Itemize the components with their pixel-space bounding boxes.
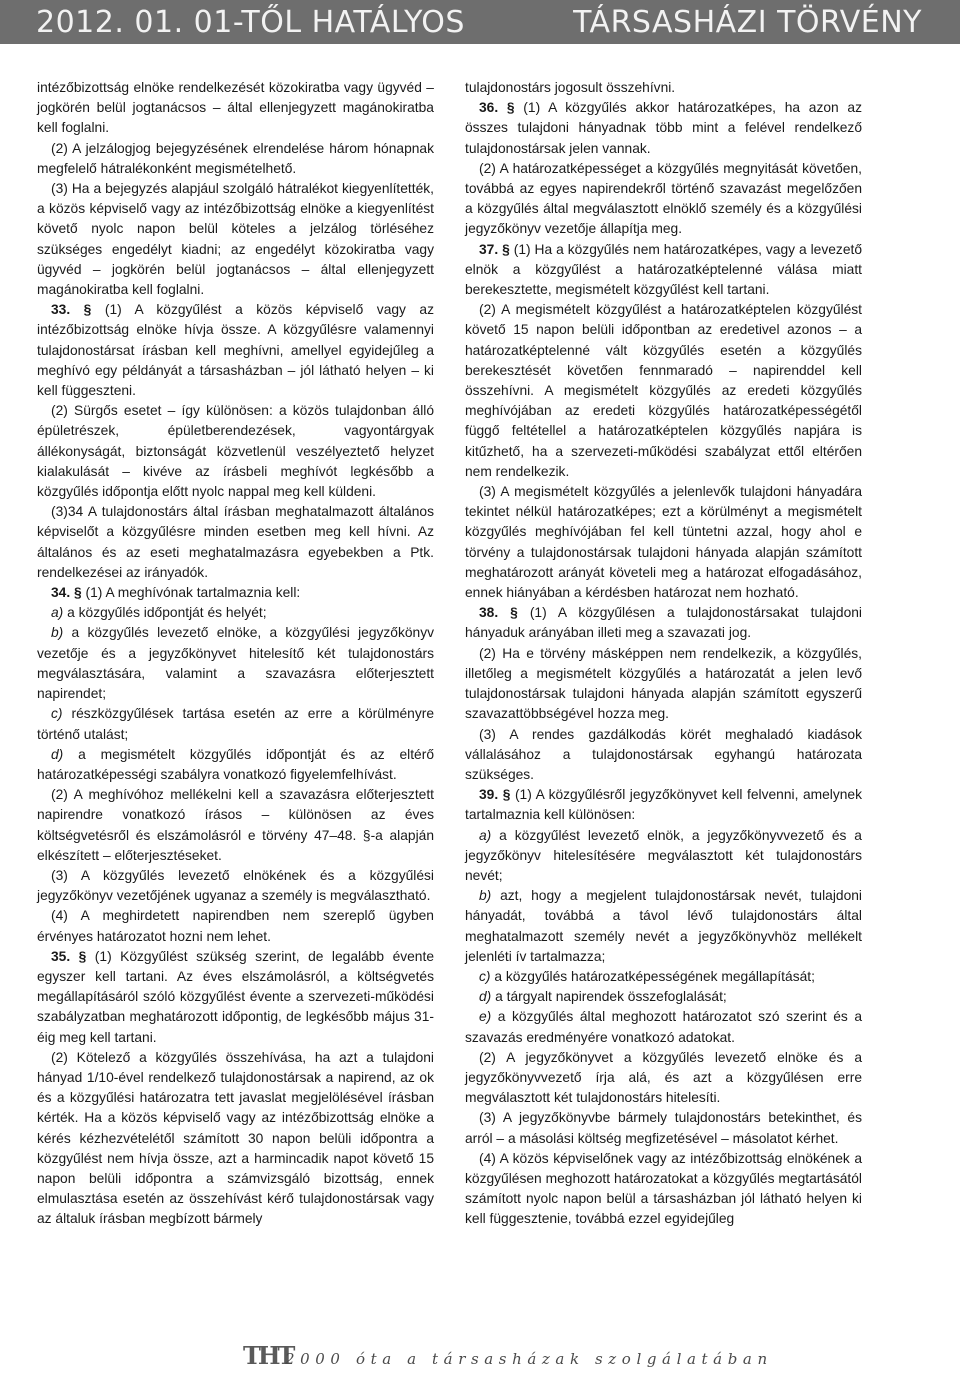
section-paragraph [465, 98, 862, 159]
paragraph [465, 644, 862, 725]
item-label: a) [479, 827, 492, 843]
item-label: c) [479, 968, 491, 984]
section-number: 36. § [479, 100, 515, 116]
paragraph-text: (1) Ha a közgyűlés nem határozatképes, vagy a levezető elnök a közgyűlést a határozatképtelenné válása miatt berekesztette, megismételt közgyűlést kell tartani. [465, 241, 862, 298]
paragraph-text: a közgyűlést levezető elnök, a jegyzőkönyvvezető és a jegyzőkönyv hitelesítésére megválasztott két tulajdonostárs nevét; [465, 827, 862, 883]
paragraph-text: (2) Sürgős esetet – így különösen: a közös tulajdonban álló épületrészek, épületberendezések, vagyontárgyak állékonyságát, biztonságát közvetlenül veszélyeztető helyzet kialakulását – kivéve az írásbeli meghívót legkésőbb a közgyűlés időpontja előtt nyolc nappal meg kell küldeni. [37, 403, 434, 500]
paragraph [465, 78, 862, 98]
paragraph-text: (2) Ha e törvény másképpen nem rendelkezik, a közgyűlés, illetőleg a megismételt közgyűlés a határozatát a jelen levő tulajdonostársak tulajdoni hányada alapján számított egyszerű szavazattöbbségével hozza meg. [465, 645, 862, 722]
footer-tagline: 2000 óta a társasházak szolgálatában [285, 1350, 773, 1368]
paragraph-text: (3) Ha a bejegyzés alapjául szolgáló hátralékot kiegyenlítették, a közös képviselő vagy az intézőbizottság elnöke a kiegyenlítést követő nyolc napon belül köteles a jelzálog törléséhez szükséges engedélyt kiadni; az engedélyt közokiratba vagy ügyvéd – jogkörén belül jogtanácsos – által ellenjegyzett magánokiratba kell foglalni. [37, 181, 434, 298]
section-paragraph [465, 603, 862, 643]
paragraph-text: (1) A közgyűlést a közös képviselő vagy az intézőbizottság elnöke hívja össze. A közgyűlésre valamennyi tulajdonostársat írásban kell meghívni, amellyel egyidejűleg a meghívó egy példányát a társasházban – jól látható helyen – ki kell függeszteni. [37, 302, 435, 399]
paragraph-text: (1) A közgyűlésen a tulajdonostársakat tulajdoni hányaduk arányában illeti meg a szavazati jog. [465, 605, 862, 641]
paragraph-text: (1) A meghívónak tartalmaznia kell: [81, 585, 301, 601]
law-title: TÁRSASHÁZI TÖRVÉNY [573, 5, 922, 40]
section-paragraph [465, 240, 862, 301]
paragraph-text: (3) A megismételt közgyűlés a jelenlevők tulajdoni hányadára tekintet nélkül határozatképes; ezt a körülményt a megismételt közgyűlés meghívójában fel kell tüntetni azzal, hogy ahol e törvény a tulajdonostársak tulajdoni hányada alapján számított meghatározott arányát követeli meg a határozat elfogadásához, ennek hiányában a kérdésben határozat nem hozható. [465, 484, 862, 601]
paragraph-text: a közgyűlés határozatképességének megállapítását; [490, 968, 815, 984]
item-label: d) [51, 746, 64, 762]
paragraph [37, 866, 434, 906]
section-number: 38. § [479, 605, 518, 621]
section-number: 39. § [479, 787, 511, 803]
paragraph-text: a megismételt közgyűlés időpontját és az eltérő határozatképességi szabályra vonatkozó figyelemfelhívást. [37, 746, 434, 782]
paragraph [37, 401, 434, 502]
list-item [37, 623, 434, 704]
paragraph-text: azt, hogy a megjelent tulajdonostársak nevét, tulajdoni hányadát, továbbá a távol lévő tulajdonostárs által meghatalmazott személy nevét a jegyzőkönyvhöz mellékelt jelenléti ív tartalmazza; [465, 888, 862, 964]
section-number: 34. § [51, 585, 82, 601]
paragraph-text: (2) A határozatképességet a közgyűlés megnyitását követően, továbbá az egyes napirendekről történő szavazást megelőzően a közgyűlés által megválasztott elnöklő személy és a közgyűlési jegyzőkönyv vezetője állapítja meg. [465, 160, 862, 237]
paragraph-text: a közgyűlés időpontját és helyét; [63, 605, 267, 621]
paragraph [37, 78, 434, 139]
list-item [37, 704, 434, 744]
list-item [465, 1007, 862, 1047]
paragraph [465, 1149, 862, 1230]
paragraph [465, 725, 862, 786]
paragraph-text: (2) A jegyzőkönyvet a közgyűlés levezető elnöke és a jegyzőkönyvvezető írja alá, és azt a közgyűlésen erre megválasztott két tulajdonostárs hitelesíti. [465, 1049, 862, 1106]
list-item [465, 967, 862, 987]
list-item [465, 826, 862, 887]
paragraph [37, 1048, 434, 1230]
paragraph [37, 179, 434, 300]
item-label: b) [479, 888, 492, 904]
paragraph-text: a közgyűlés által meghozott határozatot szó szerint és a szavazás eredményére vonatkozó adatokat. [465, 1009, 862, 1045]
list-item [37, 745, 434, 785]
paragraph [465, 300, 862, 482]
item-label: e) [479, 1009, 492, 1025]
paragraph-text: a tárgyalt napirendek összefoglalását; [491, 989, 727, 1005]
paragraph-text: (1) A közgyűlés akkor határozatképes, ha azon az összes tulajdoni hányadnak több mint a felével rendelkező tulajdonostársak jelen vannak. [465, 100, 862, 156]
paragraph [465, 159, 862, 240]
left-text-column [37, 78, 434, 1230]
paragraph-text: (2) A megismételt közgyűlést a határozatképtelen közgyűlést követő 15 napon belüli időpontban az eredetivel azonos – a határozatképtelenné vált közgyűlés esetén a közgyűlés berekesztését követően fennmaradó – napirenddel kell összehívni. A megismételt közgyűlés az eredeti közgyűlés meghívójában az eredeti közgyűlés határozatképességétől függő feltétellel a határozatképtelen közgyűlés napjára is kitűzhető, ha a szervezeti-működési szabályzat ettől eltérően nem rendelkezik. [465, 302, 862, 479]
paragraph [37, 502, 434, 583]
paragraph-text: (1) Közgyűlést szükség szerint, de legalább évente egyszer kell tartani. Az éves elszámolásról, a költségvetés megállapításáról szóló közgyűlést évente a szervezeti-működési szabályzatban meghatározott időpontig, de legkésőbb május 31-éig meg kell tartani. [37, 948, 434, 1045]
paragraph-text: (2) A jelzálogjog bejegyzésének elrendelése három hónapnak megfelelő hátralékonként megismételhető. [37, 140, 434, 176]
section-paragraph [465, 785, 862, 825]
page-header [0, 0, 960, 44]
page-footer [0, 1340, 960, 1375]
tht-logo: THT [243, 1341, 293, 1370]
paragraph-text: (3) A közgyűlés levezető elnökének és a közgyűlési jegyzőkönyv vezetőjének ugyanaz a személy is megválasztható. [37, 867, 434, 904]
item-label: a) [51, 605, 64, 621]
paragraph [465, 1108, 862, 1148]
paragraph-text: (3)34 A tulajdonostárs által írásban meghatalmazott általános képviselőt a közgyűlésre minden esetben meg kell hívni. Az általános és az eseti meghatalmazásra egyebekben a Ptk. rendelkezései az irányadók. [37, 504, 434, 580]
paragraph-text: (2) Kötelező a közgyűlés összehívása, ha azt a tulajdoni hányad 1/10-ével rendelkező tulajdonostársak a napirend, az ok és a közgyűlési határozatra tett javaslat megjelölésével írásban kérték. Ha a közös képviselő vagy az intézőbizottság elnöke a kérés kézhezvételétől számított 30 napon belüli időpontra a közgyűlést nem hívja össze, azt a harmincadik napot követő 15 napon belüli időpontra a számvizsgáló bizottság, ennek elmulasztása esetén az összehívást kérő tulajdonostársak vagy az általuk írásban megbízott bármely [37, 1049, 434, 1227]
section-number: 37. § [479, 241, 510, 257]
paragraph-text: (3) A jegyzőkönyvbe bármely tulajdonostárs betekinthet, és arról – a másolási költség megfizetésével – másolatot kérhet. [465, 1110, 862, 1146]
paragraph-text: részközgyűlések tartása esetén az erre a körülményre történő utalást; [37, 706, 434, 742]
item-label: b) [51, 625, 64, 641]
section-paragraph [37, 300, 434, 401]
section-paragraph [37, 583, 434, 603]
paragraph [465, 1048, 862, 1109]
paragraph-text: (2) A meghívóhoz mellékelni kell a szavazásra előterjesztett napirendre vonatkozó írásos – különösen az éves költségvetésről és elszámolásról e törvény 47–48. §-a alapján elkészített – előterjesztéseket. [37, 787, 434, 863]
paragraph-text: (4) A közös képviselőnek vagy az intézőbizottság elnökének a közgyűlésen meghozott határozatokat a közgyűlés megtartásától számított nyolc napon belül a társasházban jól látható helyen ki kell függesztenie, továbbá ezzel egyidejűleg [465, 1150, 862, 1227]
item-label: c) [51, 706, 63, 722]
section-number: 33. § [51, 302, 92, 318]
paragraph-text: tulajdonostárs jogosult összehívni. [465, 80, 676, 95]
paragraph-text: (3) A rendes gazdálkodás körét meghaladó kiadások vállalásához a tulajdonostársak egyhangú határozata szükséges. [465, 726, 862, 782]
list-item [465, 987, 862, 1007]
list-item [465, 886, 862, 967]
paragraph-text: intézőbizottság elnöke rendelkezését közokiratba vagy ügyvéd – jogkörén belül jogtanácsos – által ellenjegyzett magánokiratba kell foglalni. [37, 80, 434, 136]
paragraph-text: a közgyűlés levezető elnöke, a közgyűlési jegyzőkönyv vezetője és a jegyzőkönyvet hitelesítő két tulajdonostárs megválasztására, valamint a szavazásra előterjesztett napirendet; [37, 625, 434, 702]
paragraph-text: (1) A közgyűlésről jegyzőkönyvet kell felvenni, amelynek tartalmaznia kell különösen: [465, 787, 862, 823]
paragraph [37, 785, 434, 866]
paragraph [37, 906, 434, 946]
paragraph-text: (4) A meghirdetett napirendben nem szereplő ügyben érvényes határozatot hozni nem lehet. [37, 908, 434, 944]
section-number: 35. § [51, 948, 87, 964]
paragraph [465, 482, 862, 603]
list-item [37, 603, 434, 623]
effective-date-title: 2012. 01. 01-TŐL HATÁLYOS [36, 5, 465, 40]
item-label: d) [479, 989, 492, 1005]
paragraph [37, 139, 434, 179]
section-paragraph [37, 947, 434, 1048]
right-text-column [465, 78, 862, 1230]
